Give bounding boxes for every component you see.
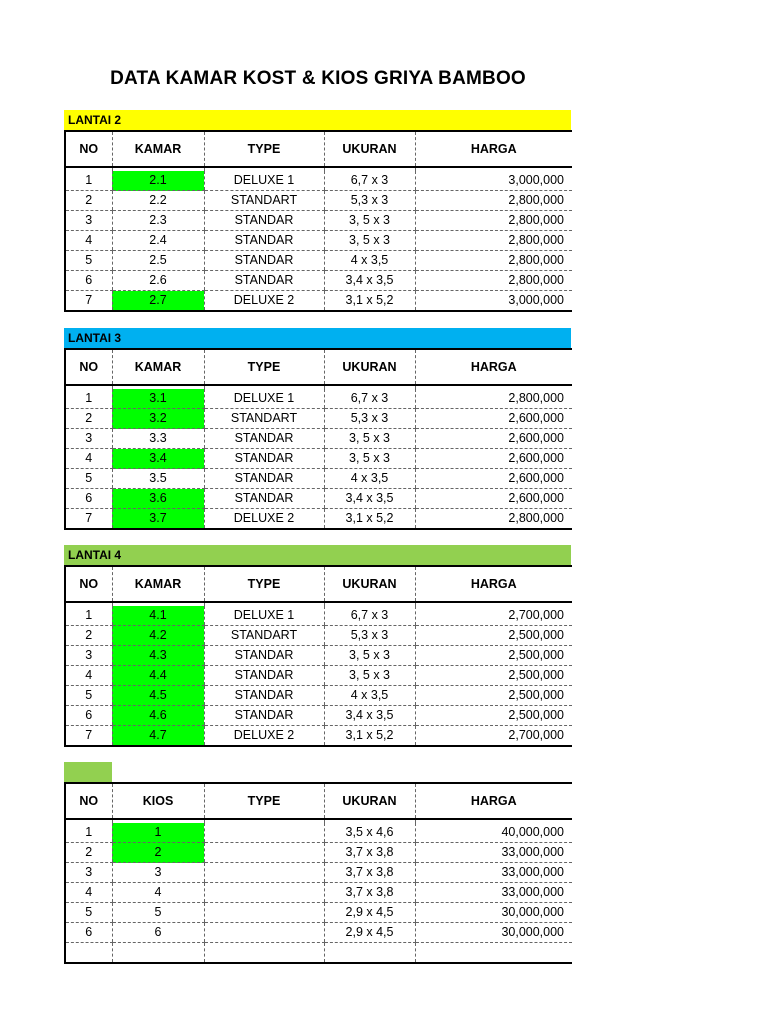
type-cell: STANDART [204, 191, 324, 211]
no-cell: 5 [65, 469, 112, 489]
no-cell: 2 [65, 843, 112, 863]
price-cell: 3,000,000 [415, 171, 572, 191]
type-cell: DELUXE 2 [204, 509, 324, 530]
size-cell: 3,4 x 3,5 [324, 271, 415, 291]
column-header: TYPE [204, 349, 324, 385]
price-cell: 2,600,000 [415, 489, 572, 509]
size-cell: 6,7 x 3 [324, 171, 415, 191]
size-cell: 3,7 x 3,8 [324, 883, 415, 903]
price-cell: 2,500,000 [415, 646, 572, 666]
no-cell: 2 [65, 409, 112, 429]
type-cell: DELUXE 1 [204, 171, 324, 191]
unit-cell: 3.7 [112, 509, 204, 530]
unit-cell: 5 [112, 903, 204, 923]
price-cell: 2,800,000 [415, 251, 572, 271]
unit-cell: 4.2 [112, 626, 204, 646]
no-cell: 3 [65, 646, 112, 666]
size-cell: 3,4 x 3,5 [324, 706, 415, 726]
no-cell: 2 [65, 191, 112, 211]
table-row [65, 923, 572, 943]
table-row [65, 171, 572, 191]
column-header: UKURAN [324, 783, 415, 819]
unit-cell: 4.3 [112, 646, 204, 666]
size-cell: 3,1 x 5,2 [324, 726, 415, 747]
size-cell: 6,7 x 3 [324, 389, 415, 409]
unit-cell: 4.4 [112, 666, 204, 686]
column-header: UKURAN [324, 349, 415, 385]
unit-cell: 1 [112, 823, 204, 843]
price-cell: 2,800,000 [415, 231, 572, 251]
type-cell: DELUXE 1 [204, 389, 324, 409]
size-cell: 2,9 x 4,5 [324, 903, 415, 923]
size-cell: 4 x 3,5 [324, 251, 415, 271]
section-label-bar: LANTAI 3 [64, 328, 571, 348]
column-header: KAMAR [112, 566, 204, 602]
size-cell [324, 943, 415, 964]
unit-cell: 2.2 [112, 191, 204, 211]
unit-cell: 4.6 [112, 706, 204, 726]
no-cell: 6 [65, 489, 112, 509]
price-cell: 2,700,000 [415, 606, 572, 626]
type-cell: STANDAR [204, 706, 324, 726]
size-cell: 5,3 x 3 [324, 409, 415, 429]
no-cell: 7 [65, 726, 112, 747]
size-cell: 5,3 x 3 [324, 626, 415, 646]
table-row [65, 823, 572, 843]
type-cell: STANDAR [204, 646, 324, 666]
table-row [65, 626, 572, 646]
no-cell: 2 [65, 626, 112, 646]
column-header: HARGA [415, 131, 572, 167]
no-cell: 4 [65, 883, 112, 903]
size-cell: 3,1 x 5,2 [324, 291, 415, 312]
unit-cell: 3.4 [112, 449, 204, 469]
column-header: NO [65, 566, 112, 602]
price-cell: 3,000,000 [415, 291, 572, 312]
price-cell [415, 943, 572, 964]
section-label-bar: LANTAI 4 [64, 545, 571, 565]
size-cell: 3,7 x 3,8 [324, 863, 415, 883]
table-row [65, 271, 572, 291]
unit-cell: 3 [112, 863, 204, 883]
size-cell: 4 x 3,5 [324, 469, 415, 489]
price-cell: 2,800,000 [415, 211, 572, 231]
price-cell: 2,600,000 [415, 469, 572, 489]
size-cell: 6,7 x 3 [324, 606, 415, 626]
price-cell: 2,500,000 [415, 686, 572, 706]
no-cell: 3 [65, 429, 112, 449]
size-cell: 3, 5 x 3 [324, 449, 415, 469]
size-cell: 3,7 x 3,8 [324, 843, 415, 863]
price-cell: 2,800,000 [415, 389, 572, 409]
column-header: TYPE [204, 566, 324, 602]
table-row [65, 489, 572, 509]
table-row [65, 211, 572, 231]
table-row [65, 251, 572, 271]
section-label-bar: LANTAI 2 [64, 110, 571, 130]
page-title: DATA KAMAR KOST & KIOS GRIYA BAMBOO [110, 68, 526, 89]
type-cell [204, 883, 324, 903]
type-cell [204, 863, 324, 883]
section-lantai-2 [64, 110, 571, 312]
type-cell [204, 943, 324, 964]
no-cell [65, 943, 112, 964]
unit-cell: 4.7 [112, 726, 204, 747]
column-header: HARGA [415, 566, 572, 602]
column-header: KAMAR [112, 131, 204, 167]
unit-cell: 2 [112, 843, 204, 863]
price-cell: 2,700,000 [415, 726, 572, 747]
size-cell: 3, 5 x 3 [324, 666, 415, 686]
table-header-row [65, 566, 572, 602]
size-cell: 2,9 x 4,5 [324, 923, 415, 943]
size-cell: 3, 5 x 3 [324, 646, 415, 666]
type-cell: STANDAR [204, 211, 324, 231]
table-row [65, 863, 572, 883]
table-row [65, 449, 572, 469]
column-header: KIOS [112, 783, 204, 819]
price-cell: 30,000,000 [415, 903, 572, 923]
room-table [64, 565, 572, 747]
column-header: NO [65, 349, 112, 385]
unit-cell: 6 [112, 923, 204, 943]
column-header: UKURAN [324, 566, 415, 602]
table-row [65, 726, 572, 747]
unit-cell [112, 943, 204, 964]
table-header-row [65, 783, 572, 819]
type-cell: DELUXE 2 [204, 726, 324, 747]
price-cell: 2,500,000 [415, 706, 572, 726]
table-row [65, 646, 572, 666]
unit-cell: 2.6 [112, 271, 204, 291]
table-row [65, 706, 572, 726]
unit-cell: 2.3 [112, 211, 204, 231]
column-header: UKURAN [324, 131, 415, 167]
section-lantai-3 [64, 328, 571, 530]
no-cell: 1 [65, 606, 112, 626]
no-cell: 7 [65, 509, 112, 530]
table-header-row [65, 131, 572, 167]
size-cell: 3, 5 x 3 [324, 429, 415, 449]
type-cell: DELUXE 2 [204, 291, 324, 312]
no-cell: 3 [65, 863, 112, 883]
unit-cell: 4 [112, 883, 204, 903]
size-cell: 3, 5 x 3 [324, 231, 415, 251]
type-cell: STANDART [204, 409, 324, 429]
price-cell: 2,600,000 [415, 429, 572, 449]
section-kios [64, 762, 571, 964]
column-header: HARGA [415, 783, 572, 819]
size-cell: 5,3 x 3 [324, 191, 415, 211]
unit-cell: 2.7 [112, 291, 204, 312]
table-row [65, 231, 572, 251]
price-cell: 2,800,000 [415, 271, 572, 291]
table-row [65, 666, 572, 686]
section-label-bar [64, 762, 112, 782]
column-header: TYPE [204, 131, 324, 167]
unit-cell: 3.3 [112, 429, 204, 449]
table-row [65, 469, 572, 489]
price-cell: 30,000,000 [415, 923, 572, 943]
size-cell: 3, 5 x 3 [324, 211, 415, 231]
type-cell [204, 903, 324, 923]
table-row [65, 686, 572, 706]
no-cell: 5 [65, 686, 112, 706]
unit-cell: 2.5 [112, 251, 204, 271]
price-cell: 33,000,000 [415, 883, 572, 903]
unit-cell: 2.4 [112, 231, 204, 251]
size-cell: 3,5 x 4,6 [324, 823, 415, 843]
no-cell: 4 [65, 449, 112, 469]
table-row [65, 291, 572, 312]
price-cell: 2,800,000 [415, 191, 572, 211]
no-cell: 1 [65, 389, 112, 409]
section-lantai-4 [64, 545, 571, 747]
type-cell [204, 923, 324, 943]
kios-table [64, 782, 572, 964]
table-row [65, 191, 572, 211]
table-row [65, 389, 572, 409]
unit-cell: 4.5 [112, 686, 204, 706]
unit-cell: 2.1 [112, 171, 204, 191]
table-row [65, 903, 572, 923]
type-cell: STANDAR [204, 271, 324, 291]
price-cell: 2,500,000 [415, 666, 572, 686]
table-row [65, 943, 572, 964]
no-cell: 1 [65, 823, 112, 843]
table-header-row [65, 349, 572, 385]
column-header: NO [65, 131, 112, 167]
no-cell: 5 [65, 903, 112, 923]
no-cell: 4 [65, 231, 112, 251]
type-cell: STANDAR [204, 429, 324, 449]
no-cell: 6 [65, 706, 112, 726]
type-cell: STANDAR [204, 449, 324, 469]
no-cell: 6 [65, 271, 112, 291]
type-cell: STANDAR [204, 231, 324, 251]
column-header: HARGA [415, 349, 572, 385]
price-cell: 2,600,000 [415, 409, 572, 429]
table-row [65, 429, 572, 449]
column-header: TYPE [204, 783, 324, 819]
type-cell: STANDAR [204, 251, 324, 271]
type-cell: STANDAR [204, 469, 324, 489]
price-cell: 2,600,000 [415, 449, 572, 469]
no-cell: 1 [65, 171, 112, 191]
price-cell: 2,500,000 [415, 626, 572, 646]
room-table [64, 348, 572, 530]
type-cell: STANDAR [204, 489, 324, 509]
type-cell: DELUXE 1 [204, 606, 324, 626]
no-cell: 4 [65, 666, 112, 686]
no-cell: 3 [65, 211, 112, 231]
price-cell: 33,000,000 [415, 843, 572, 863]
table-row [65, 606, 572, 626]
table-row [65, 509, 572, 530]
type-cell: STANDAR [204, 686, 324, 706]
table-row [65, 883, 572, 903]
size-cell: 4 x 3,5 [324, 686, 415, 706]
column-header: KAMAR [112, 349, 204, 385]
no-cell: 7 [65, 291, 112, 312]
room-table [64, 130, 572, 312]
unit-cell: 3.5 [112, 469, 204, 489]
table-row [65, 843, 572, 863]
table-row [65, 409, 572, 429]
price-cell: 33,000,000 [415, 863, 572, 883]
column-header: NO [65, 783, 112, 819]
unit-cell: 3.2 [112, 409, 204, 429]
size-cell: 3,1 x 5,2 [324, 509, 415, 530]
type-cell [204, 823, 324, 843]
type-cell: STANDART [204, 626, 324, 646]
unit-cell: 3.6 [112, 489, 204, 509]
unit-cell: 3.1 [112, 389, 204, 409]
type-cell [204, 843, 324, 863]
no-cell: 6 [65, 923, 112, 943]
price-cell: 2,800,000 [415, 509, 572, 530]
unit-cell: 4.1 [112, 606, 204, 626]
price-cell: 40,000,000 [415, 823, 572, 843]
type-cell: STANDAR [204, 666, 324, 686]
no-cell: 5 [65, 251, 112, 271]
size-cell: 3,4 x 3,5 [324, 489, 415, 509]
